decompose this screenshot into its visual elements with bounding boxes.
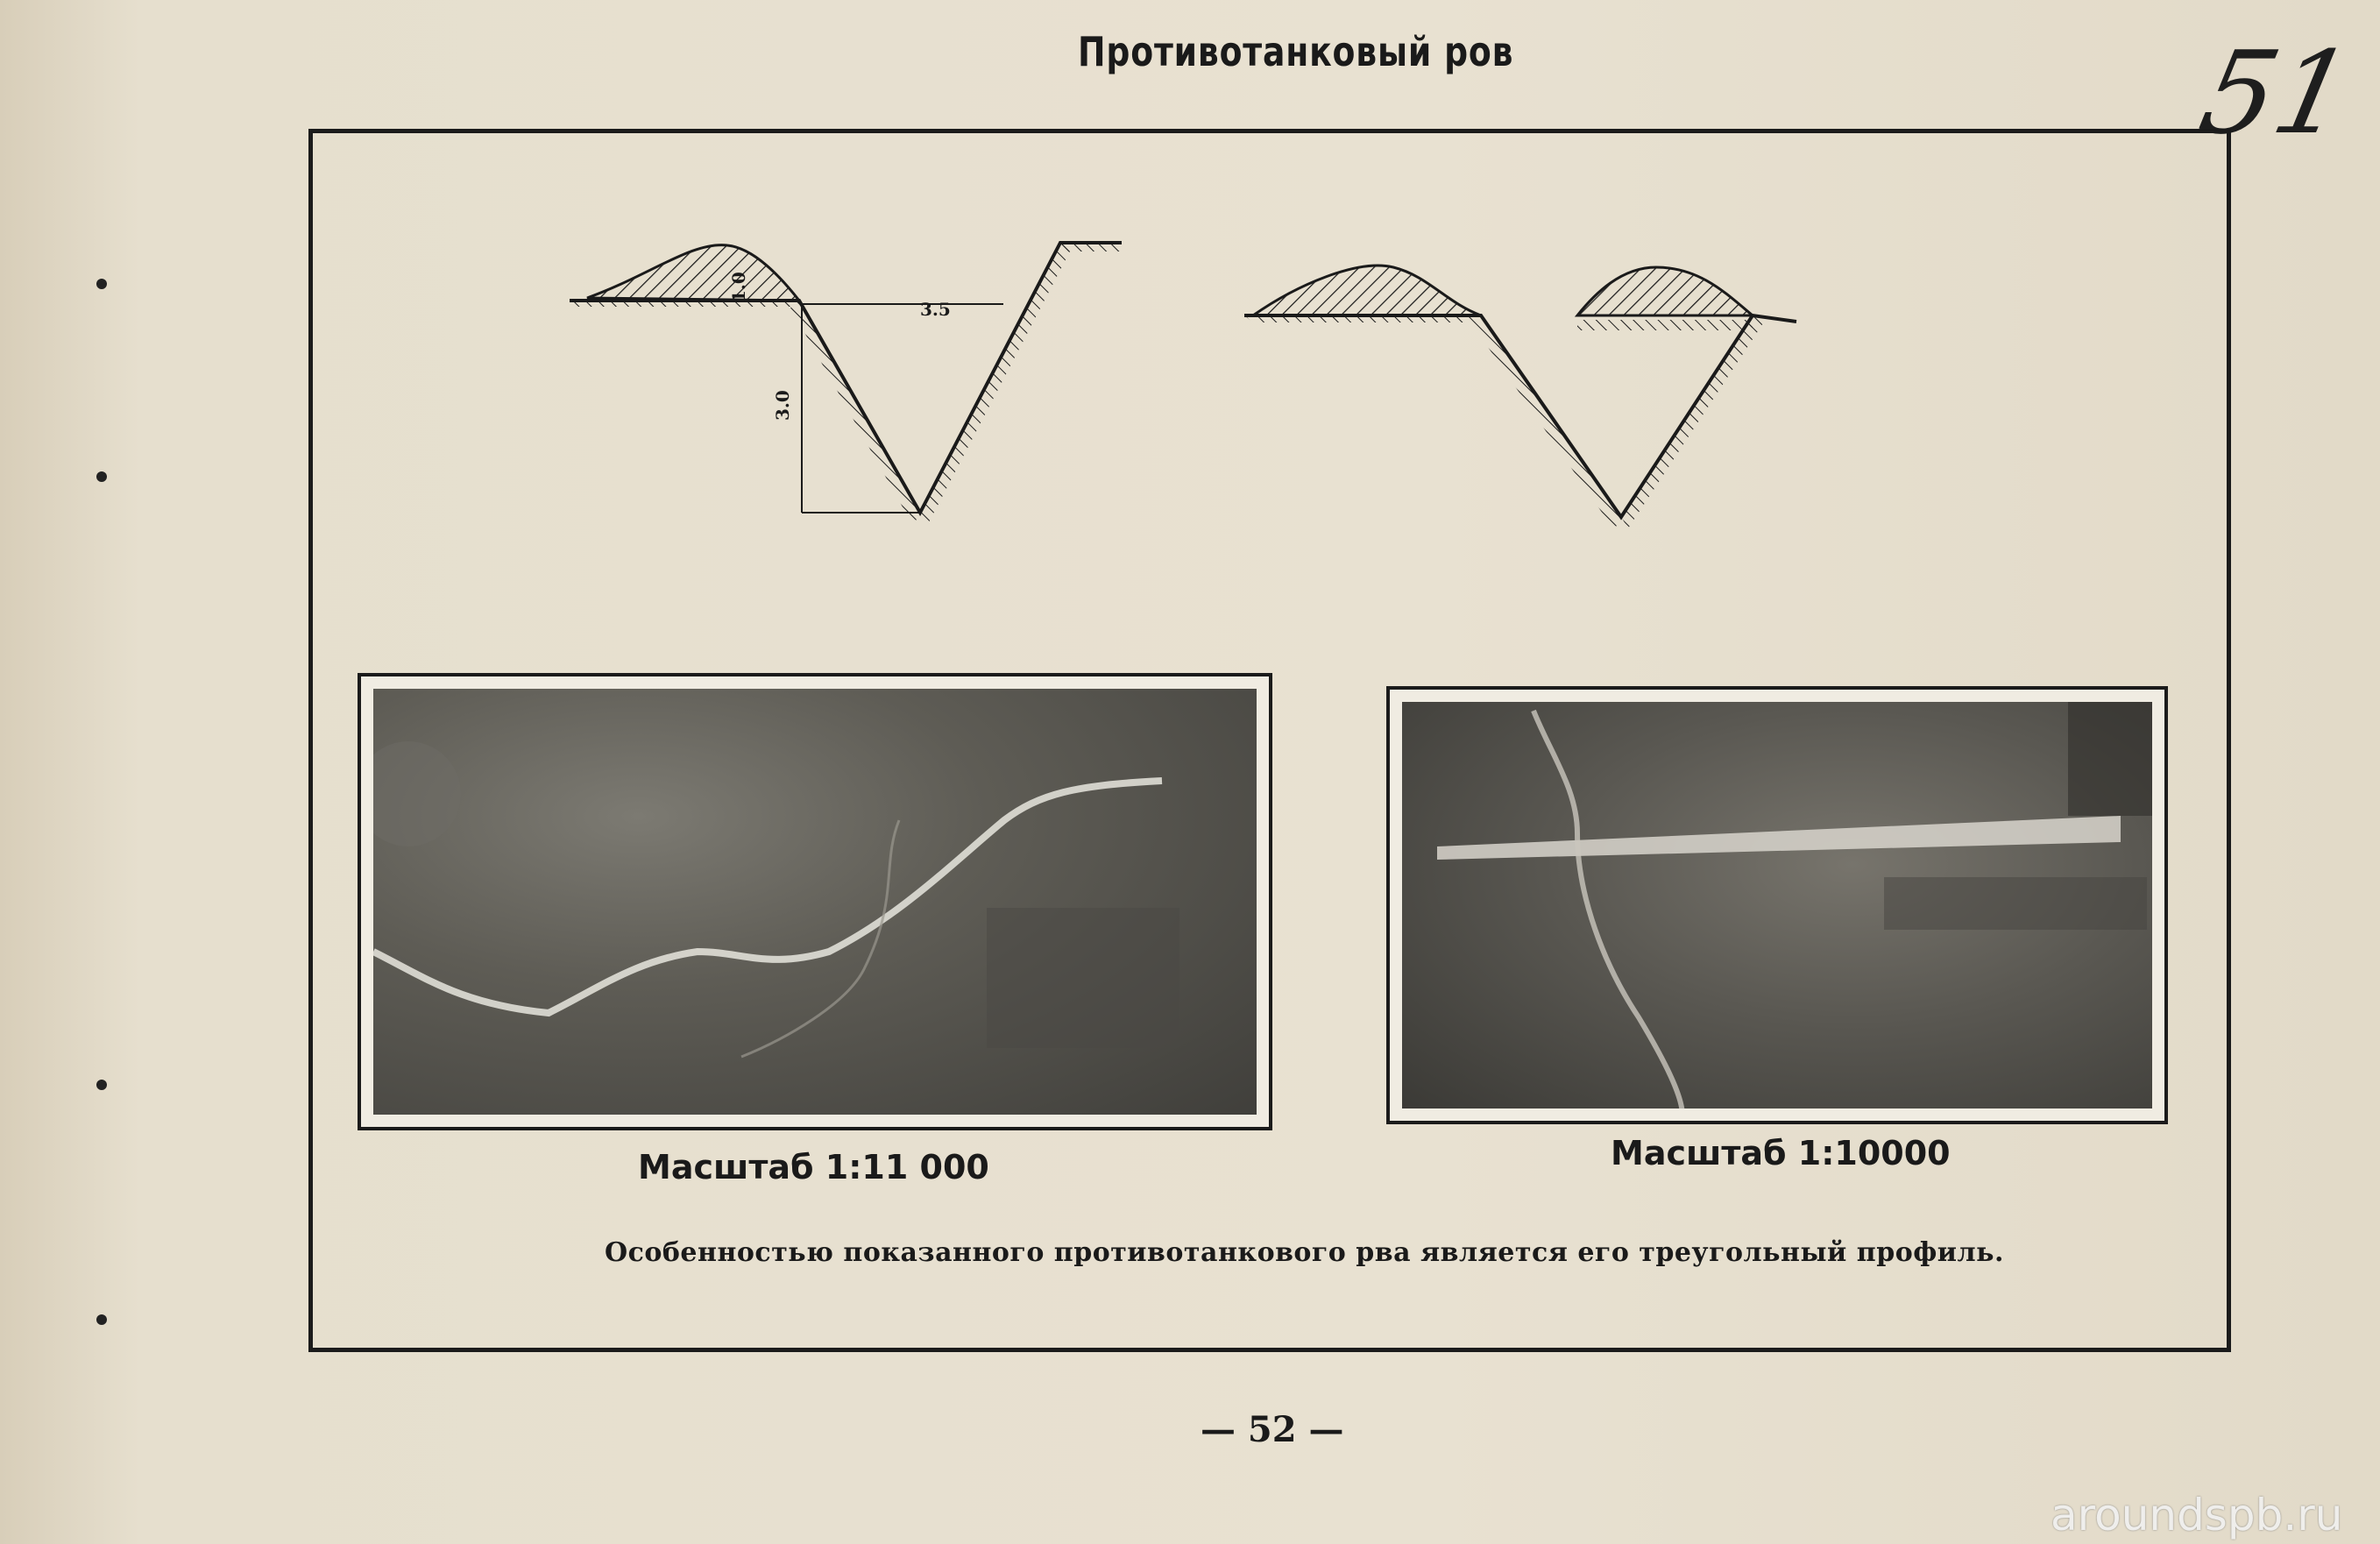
aerial-photo-right [1402, 702, 2152, 1108]
scale-label-right: Масштаб 1:10000 [1611, 1134, 1951, 1172]
slope-right [920, 243, 1071, 526]
rampart-left [587, 245, 799, 301]
right-ditch-profile [1244, 266, 1796, 530]
binding-hole [96, 279, 107, 289]
slope-right [1621, 315, 1763, 528]
scale-label-left: Масштаб 1:11 000 [638, 1148, 989, 1186]
slope-left [1472, 315, 1621, 530]
aerial-photo-right-frame [1386, 686, 2168, 1124]
ground-left [1244, 315, 1486, 322]
aerial-photo-left [373, 689, 1257, 1115]
binding-hole [96, 1080, 107, 1090]
ditch-profile-diagrams [570, 223, 1989, 556]
rampart-height-label: 1.0 [728, 272, 749, 302]
ditch-outline-right [1244, 315, 1796, 517]
binding-hole [96, 471, 107, 482]
width-dimension-label: 3.5 [920, 299, 951, 320]
ground-right [1577, 320, 1753, 330]
rampart-right [1577, 267, 1753, 315]
website-watermark: aroundspb.ru [2051, 1490, 2343, 1540]
binding-hole [96, 1314, 107, 1325]
figure-caption: Особенностью показанного противотанкового рва является его треугольный профиль. [605, 1237, 2004, 1268]
ground-left [570, 301, 806, 307]
page-number: — 52 — [1201, 1409, 1344, 1450]
rampart-left [1253, 266, 1481, 315]
left-ditch-profile [570, 243, 1122, 526]
ground-right [1060, 243, 1122, 251]
depth-dimension-label: 3.0 [772, 390, 793, 421]
page-title: Противотанковый ров [1078, 28, 1514, 75]
aerial-photo-left-frame [358, 673, 1272, 1130]
slope-left [790, 301, 920, 526]
handwritten-page-number: 51 [2189, 26, 2363, 159]
